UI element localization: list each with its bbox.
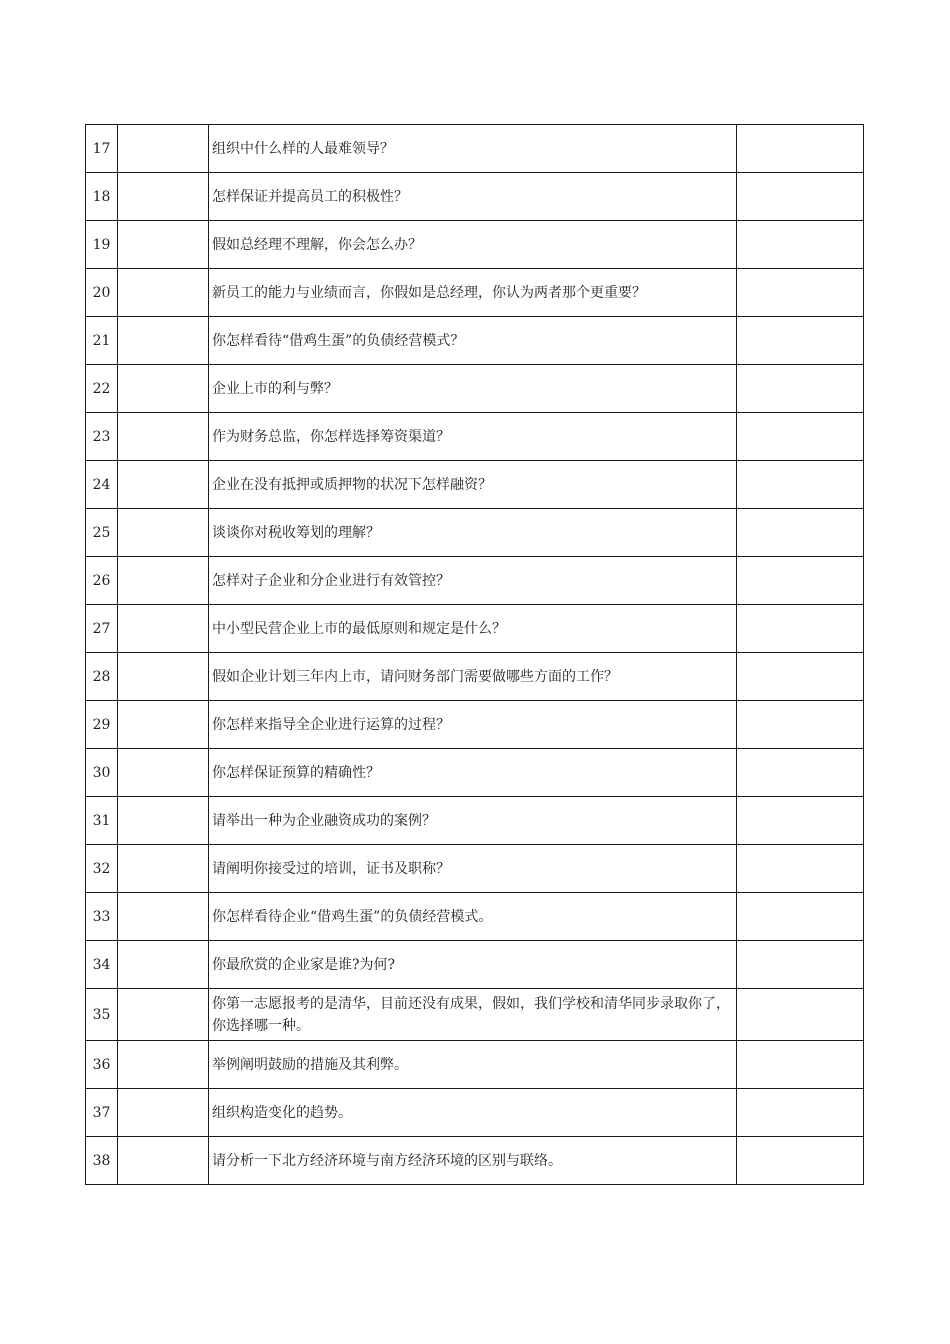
blank-cell bbox=[118, 893, 209, 941]
table-row bbox=[86, 557, 864, 605]
table-row bbox=[86, 749, 864, 797]
row-number: 27 bbox=[86, 605, 118, 653]
blank-cell bbox=[118, 221, 209, 269]
question-text: 作为财务总监，你怎样选择筹资渠道？ bbox=[209, 413, 737, 461]
blank-cell bbox=[118, 269, 209, 317]
question-table-body bbox=[86, 125, 864, 1185]
table-row bbox=[86, 221, 864, 269]
blank-cell bbox=[118, 557, 209, 605]
answer-cell bbox=[737, 173, 864, 221]
answer-cell bbox=[737, 893, 864, 941]
blank-cell bbox=[118, 125, 209, 173]
table-row bbox=[86, 941, 864, 989]
question-text: 举例阐明鼓励的措施及其利弊。 bbox=[209, 1041, 737, 1089]
row-number: 26 bbox=[86, 557, 118, 605]
answer-cell bbox=[737, 269, 864, 317]
row-number: 20 bbox=[86, 269, 118, 317]
question-text: 新员工的能力与业绩而言，你假如是总经理，你认为两者那个更重要？ bbox=[209, 269, 737, 317]
row-number: 17 bbox=[86, 125, 118, 173]
question-text: 你第一志愿报考的是清华，目前还没有成果，假如，我们学校和清华同步录取你了，你选择哪一种。 bbox=[209, 989, 737, 1041]
question-table bbox=[85, 124, 864, 1185]
blank-cell bbox=[118, 173, 209, 221]
row-number: 37 bbox=[86, 1089, 118, 1137]
question-text: 你怎样看待“借鸡生蛋”的负债经营模式？ bbox=[209, 317, 737, 365]
answer-cell bbox=[737, 221, 864, 269]
answer-cell bbox=[737, 413, 864, 461]
blank-cell bbox=[118, 461, 209, 509]
question-text: 请阐明你接受过的培训，证书及职称？ bbox=[209, 845, 737, 893]
question-text: 怎样保证并提高员工的积极性？ bbox=[209, 173, 737, 221]
blank-cell bbox=[118, 941, 209, 989]
table-row bbox=[86, 1137, 864, 1185]
blank-cell bbox=[118, 1041, 209, 1089]
row-number: 22 bbox=[86, 365, 118, 413]
row-number: 35 bbox=[86, 989, 118, 1041]
answer-cell bbox=[737, 605, 864, 653]
answer-cell bbox=[737, 509, 864, 557]
row-number: 38 bbox=[86, 1137, 118, 1185]
table-row bbox=[86, 365, 864, 413]
row-number: 24 bbox=[86, 461, 118, 509]
blank-cell bbox=[118, 701, 209, 749]
blank-cell bbox=[118, 989, 209, 1041]
blank-cell bbox=[118, 317, 209, 365]
answer-cell bbox=[737, 125, 864, 173]
table-row bbox=[86, 317, 864, 365]
answer-cell bbox=[737, 749, 864, 797]
question-text: 怎样对子企业和分企业进行有效管控？ bbox=[209, 557, 737, 605]
answer-cell bbox=[737, 1137, 864, 1185]
table-row bbox=[86, 173, 864, 221]
blank-cell bbox=[118, 653, 209, 701]
table-row bbox=[86, 1089, 864, 1137]
question-text: 企业上市的利与弊？ bbox=[209, 365, 737, 413]
question-text: 你怎样看待企业“借鸡生蛋”的负债经营模式。 bbox=[209, 893, 737, 941]
table-row bbox=[86, 653, 864, 701]
question-text: 谈谈你对税收筹划的理解？ bbox=[209, 509, 737, 557]
blank-cell bbox=[118, 413, 209, 461]
row-number: 30 bbox=[86, 749, 118, 797]
row-number: 28 bbox=[86, 653, 118, 701]
table-row bbox=[86, 461, 864, 509]
row-number: 31 bbox=[86, 797, 118, 845]
question-text: 你最欣赏的企业家是谁?为何? bbox=[209, 941, 737, 989]
table-row bbox=[86, 845, 864, 893]
answer-cell bbox=[737, 1089, 864, 1137]
table-row bbox=[86, 509, 864, 557]
row-number: 19 bbox=[86, 221, 118, 269]
blank-cell bbox=[118, 845, 209, 893]
answer-cell bbox=[737, 989, 864, 1041]
question-text: 请分析一下北方经济环境与南方经济环境的区别与联络。 bbox=[209, 1137, 737, 1185]
blank-cell bbox=[118, 797, 209, 845]
table-row bbox=[86, 125, 864, 173]
table-row bbox=[86, 893, 864, 941]
question-text: 假如总经理不理解，你会怎么办？ bbox=[209, 221, 737, 269]
row-number: 23 bbox=[86, 413, 118, 461]
table-row bbox=[86, 269, 864, 317]
answer-cell bbox=[737, 1041, 864, 1089]
answer-cell bbox=[737, 941, 864, 989]
table-row bbox=[86, 797, 864, 845]
question-text: 企业在没有抵押或质押物的状况下怎样融资？ bbox=[209, 461, 737, 509]
answer-cell bbox=[737, 557, 864, 605]
answer-cell bbox=[737, 845, 864, 893]
table-row bbox=[86, 413, 864, 461]
question-text: 你怎样来指导全企业进行运算的过程？ bbox=[209, 701, 737, 749]
question-text: 请举出一种为企业融资成功的案例？ bbox=[209, 797, 737, 845]
row-number: 33 bbox=[86, 893, 118, 941]
blank-cell bbox=[118, 749, 209, 797]
row-number: 29 bbox=[86, 701, 118, 749]
table-row bbox=[86, 605, 864, 653]
answer-cell bbox=[737, 701, 864, 749]
question-text: 组织构造变化的趋势。 bbox=[209, 1089, 737, 1137]
row-number: 34 bbox=[86, 941, 118, 989]
question-text: 假如企业计划三年内上市，请问财务部门需要做哪些方面的工作？ bbox=[209, 653, 737, 701]
answer-cell bbox=[737, 653, 864, 701]
table-row bbox=[86, 1041, 864, 1089]
row-number: 32 bbox=[86, 845, 118, 893]
blank-cell bbox=[118, 1089, 209, 1137]
row-number: 18 bbox=[86, 173, 118, 221]
blank-cell bbox=[118, 509, 209, 557]
blank-cell bbox=[118, 1137, 209, 1185]
table-row bbox=[86, 701, 864, 749]
answer-cell bbox=[737, 317, 864, 365]
row-number: 36 bbox=[86, 1041, 118, 1089]
question-text: 组织中什么样的人最难领导？ bbox=[209, 125, 737, 173]
question-text: 中小型民营企业上市的最低原则和规定是什么？ bbox=[209, 605, 737, 653]
answer-cell bbox=[737, 461, 864, 509]
blank-cell bbox=[118, 365, 209, 413]
question-text: 你怎样保证预算的精确性？ bbox=[209, 749, 737, 797]
blank-cell bbox=[118, 605, 209, 653]
row-number: 21 bbox=[86, 317, 118, 365]
answer-cell bbox=[737, 797, 864, 845]
table-row bbox=[86, 989, 864, 1041]
row-number: 25 bbox=[86, 509, 118, 557]
answer-cell bbox=[737, 365, 864, 413]
